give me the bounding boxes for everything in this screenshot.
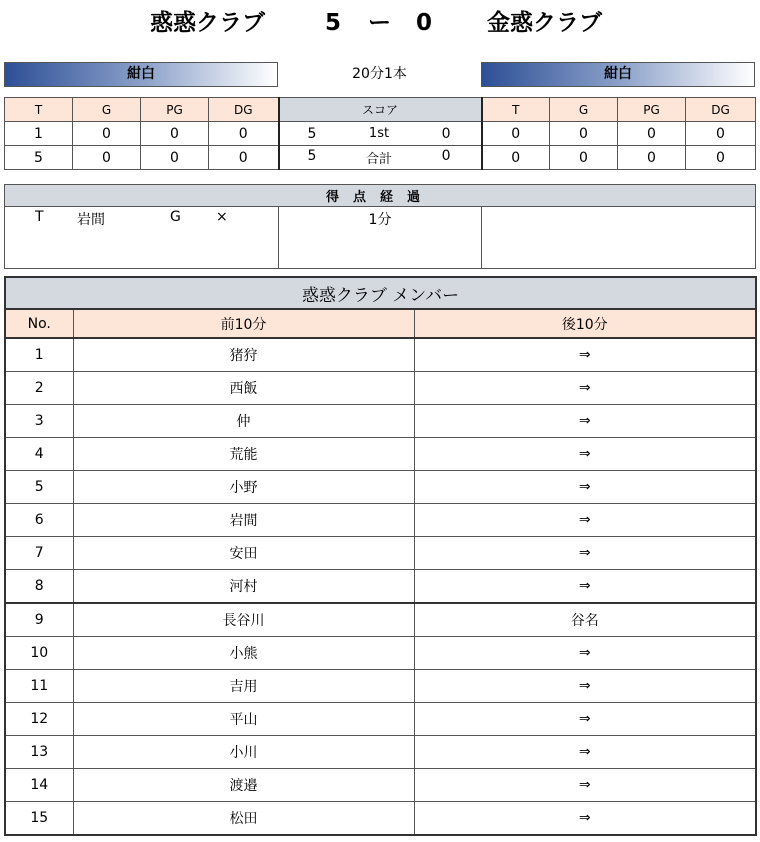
home-total-score: 5 (307, 148, 317, 164)
score-header: スコア (279, 98, 482, 122)
member-table-title: 惑惑クラブ メンバー (5, 277, 756, 309)
member-row (5, 769, 756, 802)
score-cell (279, 122, 482, 146)
away-pg-header: PG (618, 98, 686, 122)
member-second-half: ⇒ (414, 637, 756, 670)
member-second-half: ⇒ (414, 570, 756, 604)
conversion-type: G (170, 209, 181, 225)
home-dg-header: DG (209, 98, 279, 122)
home-g-cell: 0 (73, 122, 141, 146)
home-t-cell: 5 (5, 146, 73, 170)
score-table (4, 97, 756, 170)
away-g-header: G (550, 98, 618, 122)
member-second-half: ⇒ (414, 504, 756, 537)
away-t-header: T (482, 98, 550, 122)
member-row (5, 570, 756, 604)
home-half-score: 5 (307, 125, 317, 142)
member-number: 6 (5, 504, 73, 537)
member-second-half: ⇒ (414, 438, 756, 471)
member-number: 7 (5, 537, 73, 570)
away-team-name: 金惑クラブ (487, 10, 602, 36)
member-number: 15 (5, 802, 73, 836)
member-first-half: 小熊 (73, 637, 414, 670)
member-number: 1 (5, 338, 73, 372)
away-pg-cell: 0 (618, 146, 686, 170)
home-scoring-entry (5, 207, 279, 269)
away-t-cell: 0 (482, 146, 550, 170)
home-g-cell: 0 (73, 146, 141, 170)
score-separator: ー (368, 10, 391, 36)
member-second-half: 谷名 (414, 603, 756, 637)
score-type: T (35, 209, 44, 225)
member-first-half: 西飯 (73, 372, 414, 405)
member-second-half: ⇒ (414, 703, 756, 736)
col-second-half-header: 後10分 (414, 309, 756, 338)
member-number: 10 (5, 637, 73, 670)
member-row (5, 637, 756, 670)
member-first-half: 仲 (73, 405, 414, 438)
member-row (5, 438, 756, 471)
member-first-half: 長谷川 (73, 603, 414, 637)
conversion-result: × (216, 209, 228, 225)
away-jersey-color: 紺白 (481, 62, 755, 87)
member-first-half: 渡邉 (73, 769, 414, 802)
member-number: 14 (5, 769, 73, 802)
away-t-cell: 0 (482, 122, 550, 146)
member-second-half: ⇒ (414, 405, 756, 438)
scoring-time: 1分 (279, 207, 482, 269)
member-first-half: 平山 (73, 703, 414, 736)
away-dg-cell: 0 (686, 146, 756, 170)
member-first-half: 松田 (73, 802, 414, 836)
member-number: 8 (5, 570, 73, 604)
score-header-row (5, 98, 756, 122)
member-first-half: 岩間 (73, 504, 414, 537)
member-row (5, 703, 756, 736)
home-team-name: 惑惑クラブ (150, 10, 265, 36)
home-pg-cell: 0 (141, 146, 209, 170)
home-jersey-color: 紺白 (4, 62, 278, 87)
member-second-half: ⇒ (414, 537, 756, 570)
home-pg-cell: 0 (141, 122, 209, 146)
match-format: 20分1本 (352, 66, 407, 82)
score-row-1st (5, 122, 756, 146)
home-dg-cell: 0 (209, 146, 279, 170)
member-first-half: 小野 (73, 471, 414, 504)
member-first-half: 河村 (73, 570, 414, 604)
away-total-score: 0 (441, 148, 451, 164)
member-row (5, 471, 756, 504)
member-row (5, 736, 756, 769)
member-row (5, 405, 756, 438)
member-number: 2 (5, 372, 73, 405)
member-second-half: ⇒ (414, 802, 756, 836)
away-pg-cell: 0 (618, 122, 686, 146)
home-pg-header: PG (141, 98, 209, 122)
member-first-half: 小川 (73, 736, 414, 769)
member-number: 4 (5, 438, 73, 471)
member-number: 5 (5, 471, 73, 504)
member-second-half: ⇒ (414, 471, 756, 504)
away-score: 0 (416, 10, 433, 36)
member-first-half: 吉用 (73, 670, 414, 703)
member-row (5, 670, 756, 703)
member-second-half: ⇒ (414, 769, 756, 802)
member-row (5, 603, 756, 637)
member-number: 13 (5, 736, 73, 769)
away-scoring-entry (482, 207, 756, 269)
member-row (5, 372, 756, 405)
away-half-score: 0 (441, 125, 451, 142)
home-t-header: T (5, 98, 73, 122)
col-number-header: No. (5, 309, 73, 338)
away-dg-header: DG (686, 98, 756, 122)
away-dg-cell: 0 (686, 122, 756, 146)
scoring-progress-table (4, 184, 756, 269)
home-score: 5 (325, 10, 342, 36)
member-number: 3 (5, 405, 73, 438)
member-row (5, 338, 756, 372)
home-t-cell: 1 (5, 122, 73, 146)
member-second-half: ⇒ (414, 338, 756, 372)
score-row-total (5, 146, 756, 170)
member-number: 9 (5, 603, 73, 637)
home-g-header: G (73, 98, 141, 122)
member-row (5, 537, 756, 570)
scorer-name: 岩間 (77, 212, 105, 228)
member-number: 12 (5, 703, 73, 736)
member-second-half: ⇒ (414, 372, 756, 405)
member-table (4, 276, 757, 836)
member-second-half: ⇒ (414, 670, 756, 703)
member-number: 11 (5, 670, 73, 703)
score-cell (279, 146, 482, 170)
member-first-half: 荒能 (73, 438, 414, 471)
col-first-half-header: 前10分 (73, 309, 414, 338)
away-g-cell: 0 (550, 122, 618, 146)
member-second-half: ⇒ (414, 736, 756, 769)
member-row (5, 504, 756, 537)
total-label: 合計 (365, 152, 392, 167)
scoring-progress-title: 得点経過 (5, 185, 756, 207)
member-row (5, 802, 756, 836)
member-first-half: 安田 (73, 537, 414, 570)
home-dg-cell: 0 (209, 122, 279, 146)
member-first-half: 猪狩 (73, 338, 414, 372)
half-label: 1st (368, 125, 390, 141)
away-g-cell: 0 (550, 146, 618, 170)
